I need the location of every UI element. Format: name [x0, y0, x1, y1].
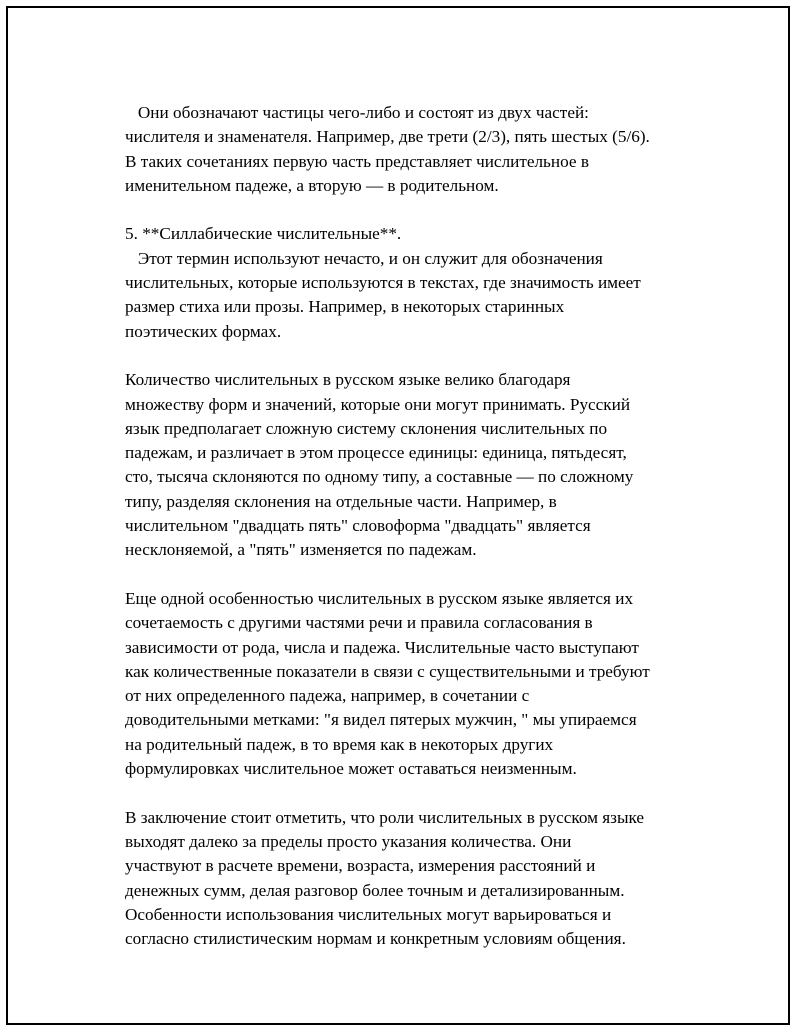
paragraph-compatibility — [125, 587, 705, 781]
text-line: согласно стилистическим нормам и конкретным условиям общения. — [125, 929, 626, 949]
text-line: сто, тысяча склоняются по одному типу, а составные — по сложному — [125, 467, 634, 487]
text-line: на родительный падеж, в то время как в некоторых других — [125, 734, 554, 754]
page-frame — [6, 6, 790, 1025]
text-line: от них определенного падежа, например, в сочетании с — [125, 686, 530, 706]
text-line: числительном "двадцать пять" словоформа "двадцать" является — [125, 516, 591, 536]
paragraph-spacer — [125, 563, 705, 587]
text-line: участвуют в расчете времени, возраста, измерения расстояний и — [125, 856, 596, 876]
paragraph-spacer — [125, 198, 705, 222]
text-line: числителя и знаменателя. Например, две трети (2/3), пять шестых (5/6). — [125, 127, 650, 147]
paragraph-fractions — [125, 101, 705, 198]
text-line: денежных сумм, делая разговор более точным и детализированным. — [125, 880, 625, 900]
text-line: В таких сочетаниях первую часть представляет числительное в — [125, 151, 589, 171]
text-line: сочетаемость с другими частями речи и правила согласования в — [125, 613, 593, 633]
text-line: числительных, которые используются в текстах, где значимость имеет — [125, 273, 641, 293]
text-line: именительном падеже, а вторую — в родительном. — [125, 175, 499, 195]
text-line: Особенности использования числительных могут варьироваться и — [125, 904, 612, 924]
text-line: Еще одной особенностью числительных в русском языке является их — [125, 588, 634, 608]
text-line: падежам, и различает в этом процессе единицы: единица, пятьдесят, — [125, 443, 627, 463]
text-line: В заключение стоит отметить, что роли числительных в русском языке — [125, 807, 645, 827]
text-line: выходят далеко за пределы просто указания количества. Они — [125, 831, 572, 851]
paragraph-syllabic — [125, 247, 705, 344]
document-body — [125, 101, 705, 951]
text-line: множеству форм и значений, которые они могут принимать. Русский — [125, 394, 631, 414]
text-line: размер стиха или прозы. Например, в некоторых старинных — [125, 297, 565, 317]
text-line: Они обозначают частицы чего-либо и состоят из двух частей: — [125, 103, 589, 122]
text-line: зависимости от рода, числа и падежа. Числительные часто выступают — [125, 637, 639, 657]
text-line: типу, разделяя склонения на отдельные части. Например, в — [125, 491, 557, 511]
text-line: как количественные показатели в связи с существительными и требуют — [125, 661, 650, 681]
text-line: несклоняемой, а "пять" изменяется по падежам. — [125, 540, 477, 560]
text-line: Количество числительных в русском языке велико благодаря — [125, 370, 571, 390]
paragraph-spacer — [125, 781, 705, 805]
text-line: доводительными метками: "я видел пятерых мужчин, " мы упираемся — [125, 710, 637, 730]
text-line: формулировках числительное может оставаться неизменным. — [125, 759, 577, 779]
text-line: поэтических формах. — [125, 321, 282, 341]
text-line: язык предполагает сложную систему склонения числительных по — [125, 418, 608, 438]
paragraph-conclusion — [125, 806, 705, 952]
paragraph-spacer — [125, 344, 705, 368]
text-line: Этот термин используют нечасто, и он служит для обозначения — [125, 248, 603, 268]
section-heading: 5. **Силлабические числительные**. — [125, 224, 402, 244]
paragraph-quantity — [125, 368, 705, 562]
